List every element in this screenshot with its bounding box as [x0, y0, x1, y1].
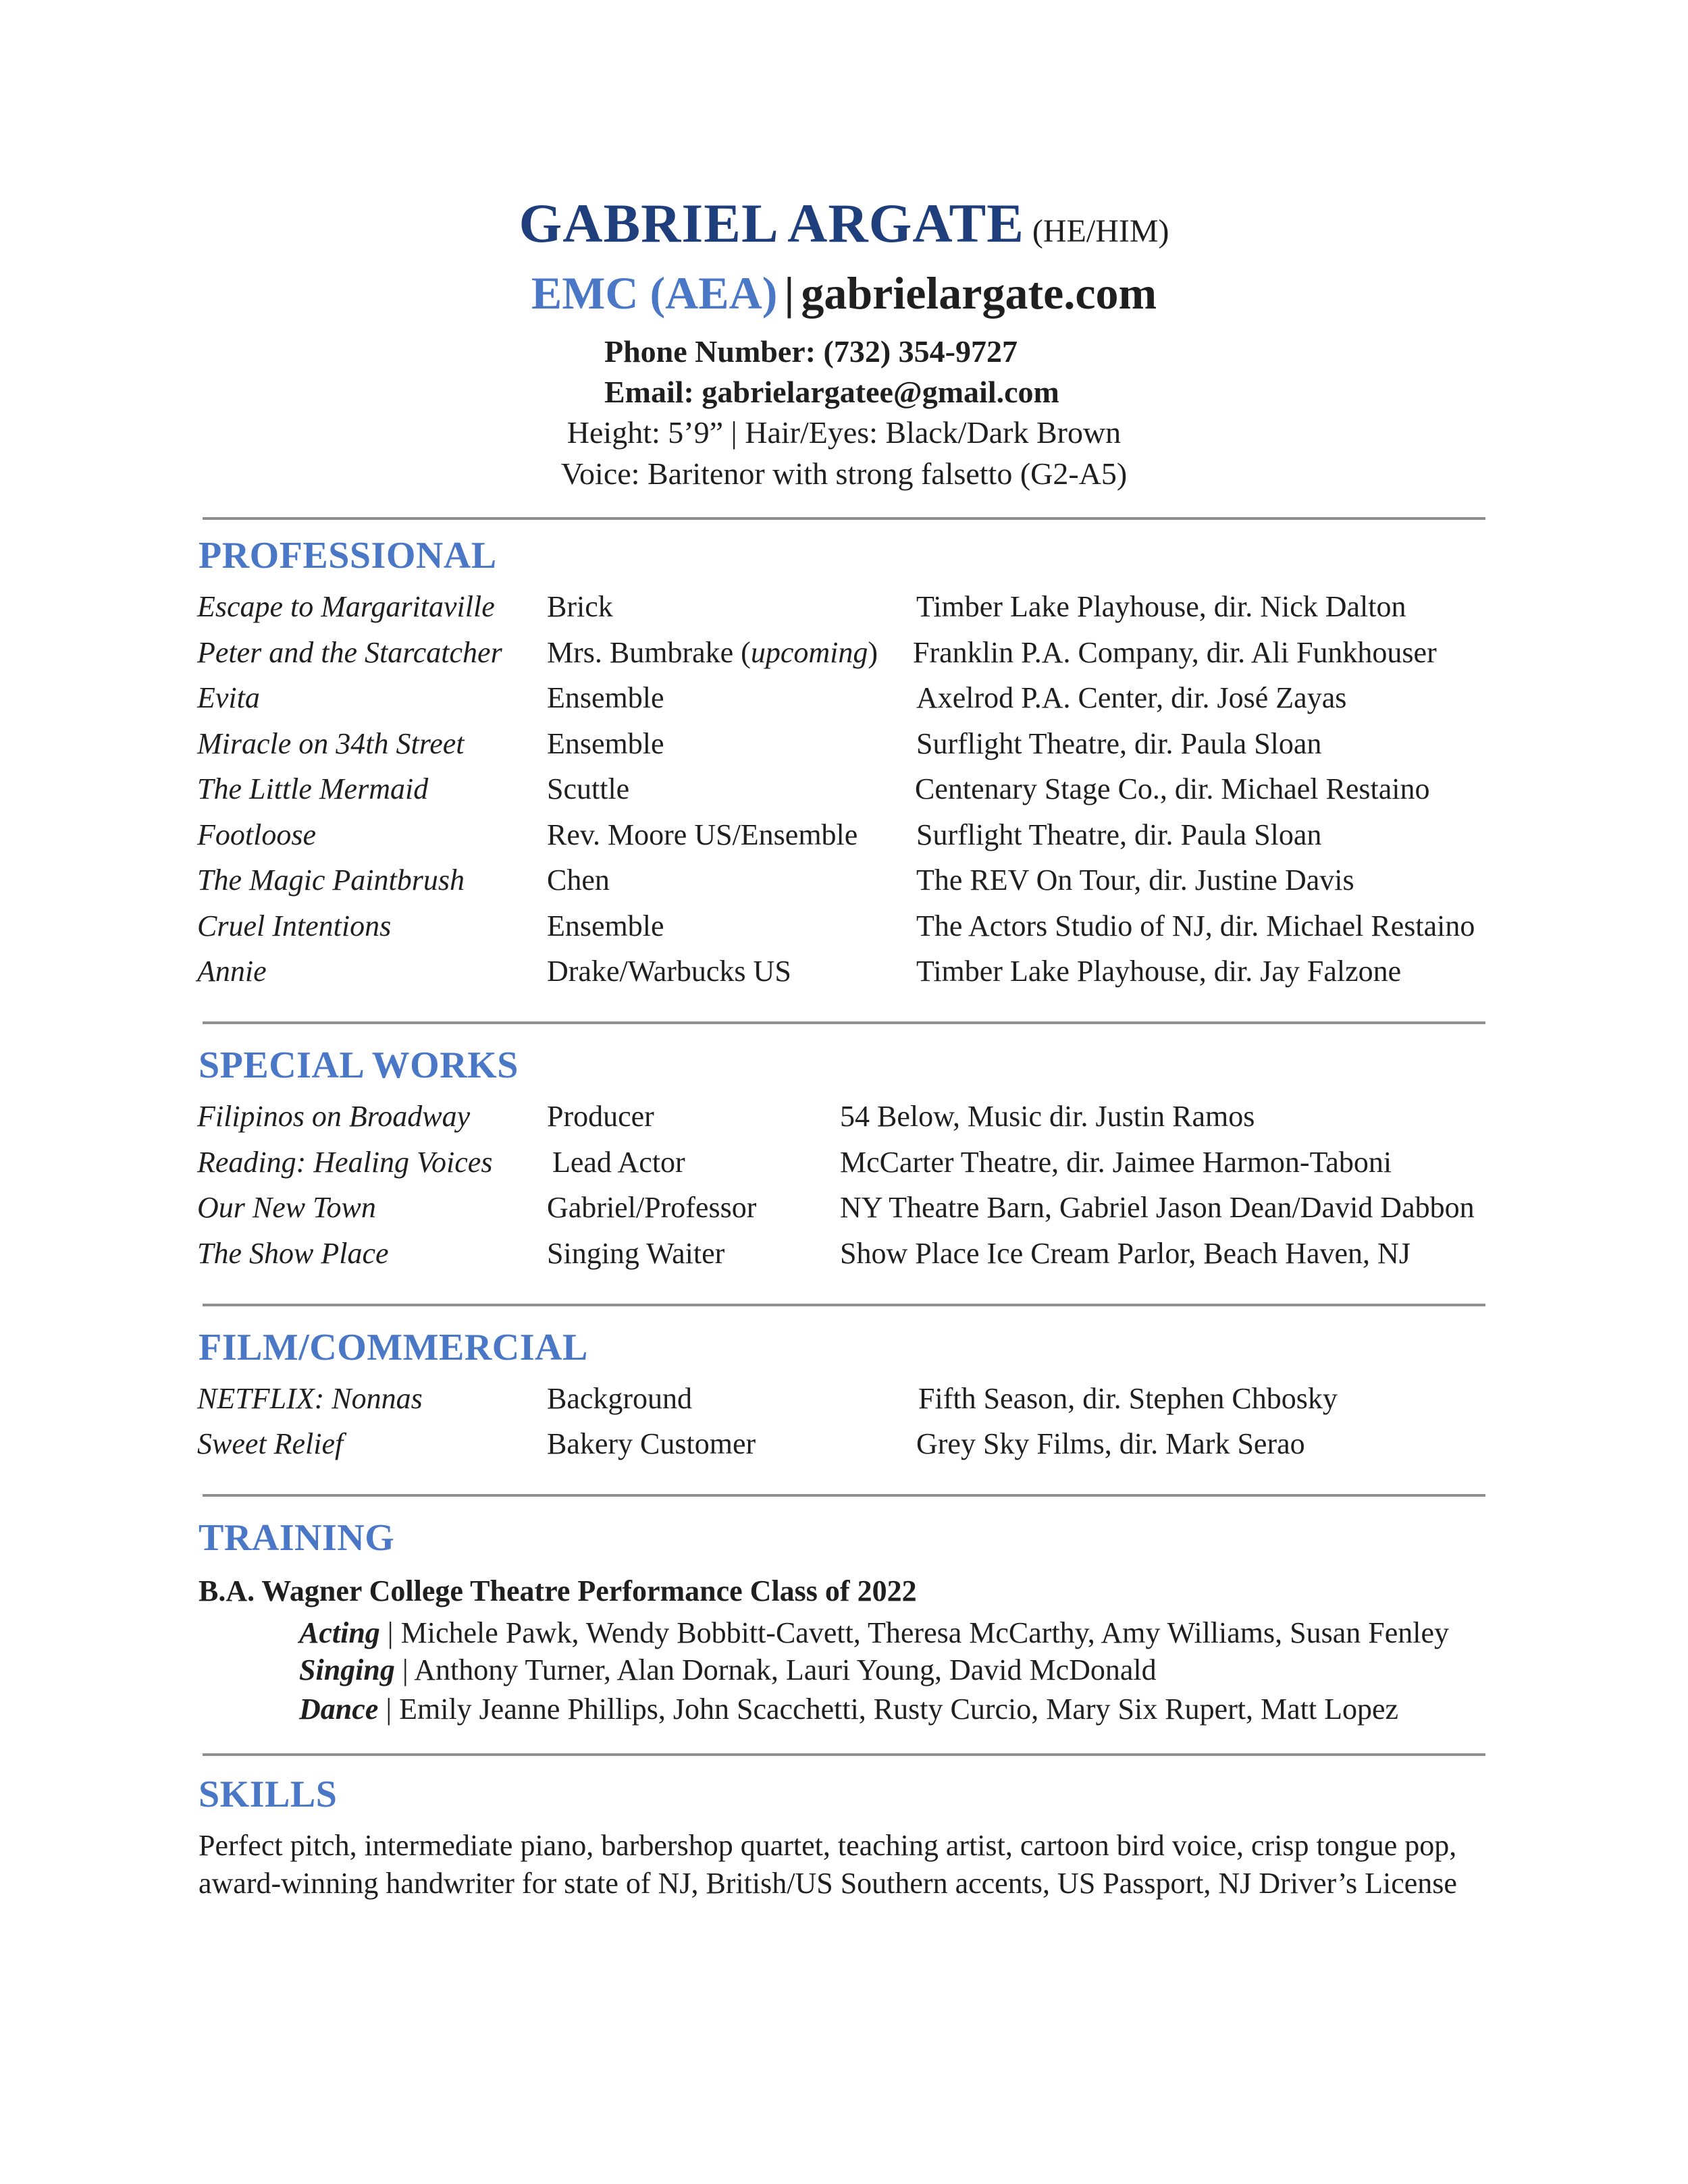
venue: Axelrod P.A. Center, dir. José Zayas	[916, 681, 1347, 714]
section-title-professional: PROFESSIONAL	[199, 535, 497, 577]
show-title: The Magic Paintbrush	[197, 863, 465, 897]
actor-name: GABRIEL ARGATE	[519, 192, 1024, 254]
venue: The REV On Tour, dir. Justine Davis	[916, 863, 1354, 897]
section-divider	[203, 1304, 1485, 1306]
credit-row	[0, 683, 1688, 724]
role: Gabriel/Professor	[547, 1191, 757, 1224]
section-divider	[203, 1021, 1485, 1024]
section-divider	[203, 1494, 1485, 1497]
credit-row	[0, 1193, 1688, 1233]
discipline-teachers: | Emily Jeanne Phillips, John Scacchetti, Rusty Curcio, Mary Six Rupert, Matt Lopez	[378, 1693, 1399, 1726]
separator: |	[784, 267, 795, 319]
venue: Show Place Ice Cream Parlor, Beach Haven, NJ	[840, 1237, 1410, 1270]
section-divider	[203, 517, 1485, 520]
credit-row	[0, 774, 1688, 815]
role: Chen	[547, 863, 610, 897]
credit-row	[0, 820, 1688, 861]
discipline-teachers: | Anthony Turner, Alan Dornak, Lauri Young, David McDonald	[394, 1653, 1157, 1686]
venue: Surflight Theatre, dir. Paula Sloan	[916, 818, 1322, 851]
voice-type: Voice: Baritenor with strong falsetto (G2-A5)	[560, 456, 1128, 491]
training-discipline	[299, 1655, 1157, 1685]
show-title: Our New Town	[197, 1191, 376, 1224]
show-title: Annie	[197, 955, 267, 988]
role: Drake/Warbucks US	[547, 955, 791, 988]
show-title: Sweet Relief	[197, 1427, 344, 1460]
venue: Centenary Stage Co., dir. Michael Restaino	[915, 772, 1430, 805]
role: Ensemble	[547, 727, 664, 760]
role	[547, 638, 878, 668]
role: Ensemble	[547, 681, 664, 714]
venue: Franklin P.A. Company, dir. Ali Funkhouser	[913, 636, 1437, 669]
section-title-skills: SKILLS	[199, 1774, 338, 1815]
role: Producer	[547, 1100, 654, 1133]
role: Scuttle	[547, 772, 630, 805]
credit-row	[0, 729, 1688, 770]
degree: B.A. Wagner College Theatre Performance Class of 2022	[199, 1574, 917, 1607]
union-website-line	[0, 267, 1688, 319]
role: Lead Actor	[552, 1146, 685, 1179]
show-title: The Show Place	[197, 1237, 389, 1270]
credit-row	[0, 1429, 1688, 1470]
credit-row	[0, 865, 1688, 906]
role: Rev. Moore US/Ensemble	[547, 818, 858, 851]
venue: Grey Sky Films, dir. Mark Serao	[916, 1427, 1305, 1460]
show-title: Peter and the Starcatcher	[197, 636, 502, 669]
venue: Timber Lake Playhouse, dir. Nick Dalton	[916, 590, 1406, 623]
email-address[interactable]: Email: gabrielargatee@gmail.com	[604, 375, 1059, 409]
pronouns: (HE/HIM)	[1032, 213, 1169, 249]
show-title: NETFLIX: Nonnas	[197, 1382, 423, 1415]
credit-row	[0, 592, 1688, 633]
credit-row	[0, 911, 1688, 952]
skills-line: award-winning handwriter for state of NJ, British/US Southern accents, US Passport, NJ Driver’s License	[199, 1867, 1457, 1900]
venue: The Actors Studio of NJ, dir. Michael Restaino	[916, 909, 1475, 942]
height-hair-eyes: Height: 5’9” | Hair/Eyes: Black/Dark Brown	[566, 415, 1122, 450]
role: Background	[547, 1382, 693, 1415]
role: Bakery Customer	[547, 1427, 756, 1460]
discipline-teachers: | Michele Pawk, Wendy Bobbitt-Cavett, Theresa McCarthy, Amy Williams, Susan Fenley	[379, 1616, 1450, 1649]
discipline-label: Dance	[299, 1693, 379, 1726]
website-link[interactable]: gabrielargate.com	[801, 267, 1157, 319]
union-status: EMC (AEA)	[531, 267, 778, 319]
phone-number: Phone Number: (732) 354-9727	[604, 334, 1018, 369]
credit-row	[0, 1148, 1688, 1188]
venue: Fifth Season, dir. Stephen Chbosky	[918, 1382, 1338, 1415]
credit-row	[0, 638, 1688, 678]
credit-row	[0, 1384, 1688, 1424]
show-title: Evita	[197, 681, 260, 714]
venue: Timber Lake Playhouse, dir. Jay Falzone	[916, 955, 1402, 988]
venue: 54 Below, Music dir. Justin Ramos	[840, 1100, 1255, 1133]
training-discipline	[299, 1695, 1398, 1724]
venue: Surflight Theatre, dir. Paula Sloan	[916, 727, 1322, 760]
section-divider	[203, 1753, 1485, 1756]
role-text-end: )	[868, 636, 878, 669]
section-title-special-works: SPECIAL WORKS	[199, 1044, 519, 1086]
credit-row	[0, 1239, 1688, 1279]
show-title: Filipinos on Broadway	[197, 1100, 471, 1133]
venue: McCarter Theatre, dir. Jaimee Harmon-Taboni	[840, 1146, 1392, 1179]
show-title: Escape to Margaritaville	[197, 590, 495, 623]
role-note: upcoming	[750, 636, 868, 669]
role: Brick	[547, 590, 613, 623]
discipline-label: Singing	[299, 1653, 395, 1686]
training-discipline	[299, 1618, 1449, 1648]
section-title-film-commercial: FILM/COMMERCIAL	[199, 1327, 588, 1368]
discipline-label: Acting	[299, 1616, 380, 1649]
role: Ensemble	[547, 909, 664, 942]
show-title: The Little Mermaid	[197, 772, 429, 805]
section-title-training: TRAINING	[199, 1517, 395, 1559]
show-title: Footloose	[197, 818, 316, 851]
skills-line: Perfect pitch, intermediate piano, barbershop quartet, teaching artist, cartoon bird voice, crisp tongue pop,	[199, 1829, 1457, 1862]
show-title: Reading: Healing Voices	[197, 1146, 493, 1179]
name-line	[0, 192, 1688, 254]
credit-row	[0, 957, 1688, 997]
show-title: Miracle on 34th Street	[197, 727, 465, 760]
credit-row	[0, 1102, 1688, 1142]
role: Singing Waiter	[547, 1237, 725, 1270]
role-text: Mrs. Bumbrake (	[547, 636, 751, 669]
show-title: Cruel Intentions	[197, 909, 392, 942]
venue: NY Theatre Barn, Gabriel Jason Dean/David Dabbon	[840, 1191, 1475, 1224]
